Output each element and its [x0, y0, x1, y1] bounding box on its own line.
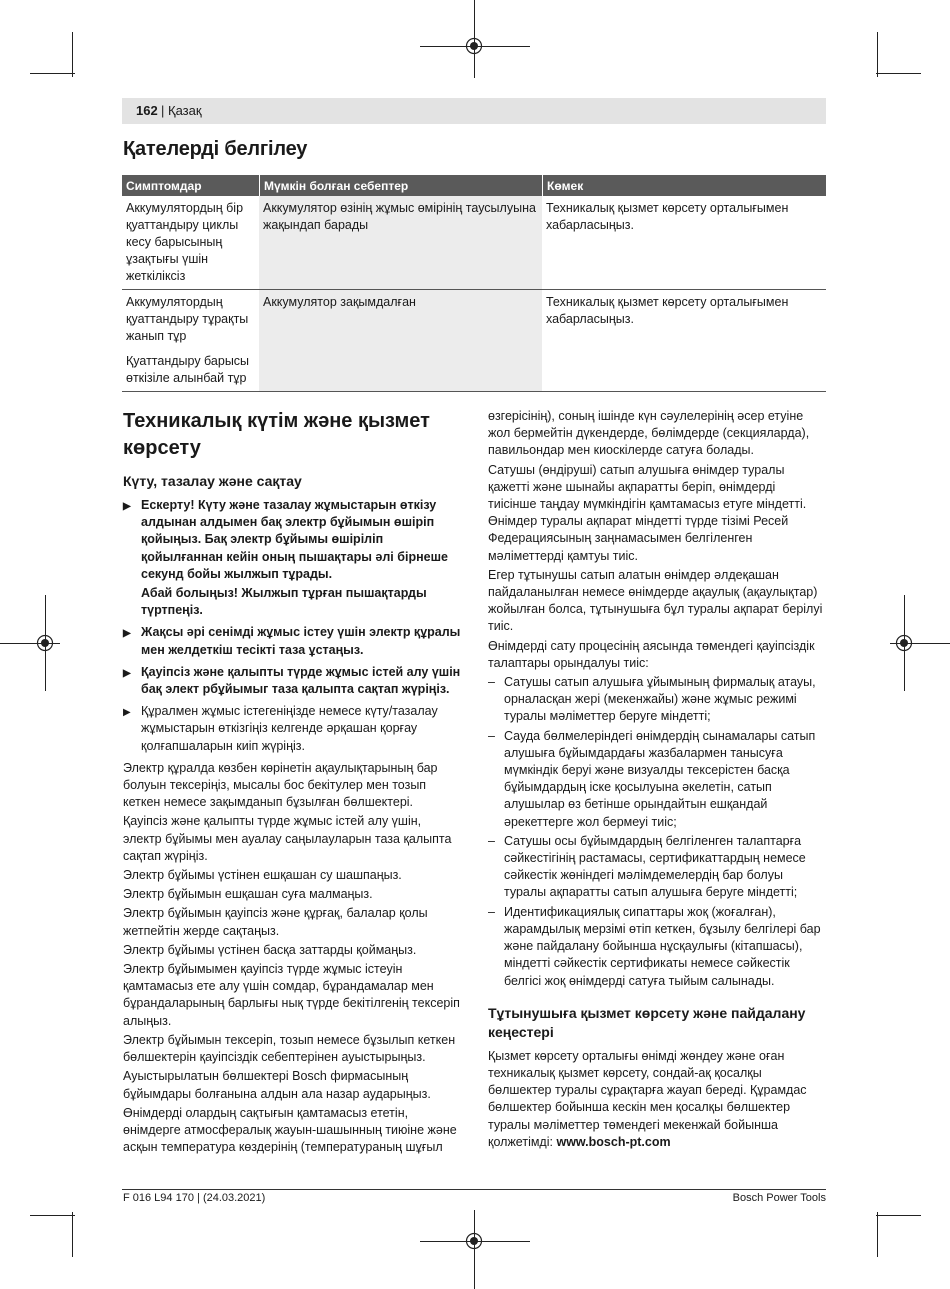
- crop-mark: [30, 1215, 75, 1216]
- cause-cell: Аккумулятор зақымдалған: [259, 290, 542, 391]
- dash-marker: –: [488, 728, 495, 743]
- registration-mark-icon: [895, 634, 913, 652]
- column-header-symptoms: Симптомдар: [126, 178, 202, 193]
- registration-mark-icon: [36, 634, 54, 652]
- dash-text: Сауда бөлмелеріндегі өнімдердің сынамалары сатып алушыға бұйымдардағы жазбалармен танысуға мүмкіндік беруі және визуалды тексерістен басқа бұйымдардың іске қосылуына әкелетін, сатып алушылар өз бетінше орындайтын ешқандай әрекеттерге жол бермеуі тиіс;: [504, 728, 816, 829]
- help-cell: Техникалық қызмет көрсету орталығымен хабарласыңыз.: [546, 201, 789, 232]
- body-paragraph: Өнімдерді олардың сақтығын қамтамасыз ететін, өнімдерге атмосфералық жауын-шашынның тиюіне және асқын температура көздерінің (температураның шұғыл: [123, 1105, 457, 1155]
- crop-mark: [876, 1215, 921, 1216]
- warning-bullet: [123, 497, 461, 621]
- symptom-text: Аккумулятордың бір қуаттандыру циклы кесу барысының ұзақтығы үшін жеткіліксіз: [126, 201, 244, 283]
- bullet-text: Жақсы әрі сенімді жұмыс істеу үшін электр құралы мен желдеткіш тесікті таза ұстаңыз.: [141, 625, 461, 657]
- symptom-text: Қуаттандыру барысы өткізіле алынбай тұр: [126, 354, 250, 385]
- header-separator: |: [161, 103, 165, 118]
- bullet-text: Абай болыңыз! Жылжып тұрған пышақтарды түртпеңіз.: [141, 586, 427, 618]
- body-paragraph: Электр бұйымы үстінен басқа заттарды қоймаңыз.: [123, 942, 417, 957]
- help-cell: Техникалық қызмет көрсету орталығымен хабарласыңыз.: [546, 295, 789, 326]
- care-subtitle: Күту, тазалау және сақтау: [123, 473, 302, 489]
- dash-list-item: [488, 904, 826, 990]
- dash-marker: –: [488, 904, 495, 919]
- bullet-text: Ескерту! Күту және тазалау жұмыстарын өткізу алдынан алдымен бақ электр бұйымын өшіріп қойыңыз. Бақ электр бұйымы өшіріліп қойылғаннан кейін оның пышақтары әлі бірнеше секунд бойы жылжып тұрады.: [141, 498, 448, 581]
- dash-text: Идентификациялық сипаттары жоқ (жоғалған), жарамдылық мерзімі өтіп кеткен, бұзылу белгілері бар және пайдалану бойынша нұсқаулығы (кітапшасы), міндетті сәйкестік сертификаты немесе сәйкестік белгісі жоқ өнімдерді сатуға тыйым салынады.: [504, 904, 821, 988]
- body-paragraph: өзгерісінің), соның ішінде күн сәулелерінің әсер етуіне жол бермейтін дүкендерде, бөлімдерде (секцияларда), павильондар мен киоскілерде сатуға болады.: [488, 409, 810, 458]
- service-title: Тұтынушыға қызмет көрсету және пайдалану кеңестері: [488, 1004, 806, 1040]
- language-label: Қазақ: [168, 103, 202, 118]
- dash-marker: –: [488, 833, 495, 848]
- symptom-cell: [122, 290, 259, 391]
- body-paragraph: Сатушы (өндіруші) сатып алушыға өнімдер туралы қажетті және шынайы ақпаратты беріп, өнімдерді тиісінше таңдау мүмкіндігін қамтамасыз етуге міндетті. Өнімдер туралы ақпарат міндетті түрде тізімі Ресей Федерациясының заңнамасымен белгіленген мәліметтерді қамтуы тиіс.: [488, 462, 807, 563]
- body-paragraph: Егер тұтынушы сатып алатын өнімдер әлдеқашан пайдаланылған немесе өнімдерде ақаулық (ақаулықтар) жойылған болса, тұтынушыға бұл туралы ақпарат берілуі тиіс.: [488, 567, 823, 634]
- dash-list-item: [488, 833, 826, 902]
- body-paragraph: Электр құралда көзбен көрінетін ақаулықтарының бар болуын тексеріңіз, мысалы бос бекітулер мен тозып кеткен немесе зақымданып бұзылған бөлшектері.: [123, 760, 438, 810]
- triangle-arrow-icon: ▶: [123, 667, 131, 679]
- footer-doc-info: [123, 1192, 265, 1204]
- table-header: [122, 175, 826, 196]
- crop-mark: [877, 32, 878, 77]
- maintenance-title: Техникалық күтім және қызмет көрсету: [123, 410, 430, 459]
- body-paragraph: Электр бұйымын ешқашан суға малмаңыз.: [123, 887, 373, 902]
- crop-mark: [877, 1212, 878, 1257]
- bullet-text: Құралмен жұмыс істегеніңізде немесе күту/тазалау жұмыстарын өткізгіңіз келгенде әрқашан қорғау қолғапшаларын киіп жүріңіз.: [141, 704, 438, 753]
- footer-separator: |: [197, 1192, 200, 1204]
- symptom-cell: [122, 196, 259, 289]
- left-column: [123, 408, 461, 1158]
- column-header-help: Көмек: [542, 175, 826, 196]
- dash-text: Сатушы осы бұйымдардың белгіленген талаптарға сәйкестігінің растамасы, сертификаттардың немесе сәйкестік жөніндегі мәлімдемелердің бар болуы туралы ақпаратты сатып алушыға беруге міндетті;: [504, 833, 806, 900]
- body-paragraph: Өнімдерді сату процесінің аясында төмендегі қауіпсіздік талаптары орындалуы тиіс:: [488, 638, 815, 670]
- service-paragraph: [488, 1048, 826, 1151]
- service-text: Қызмет көрсету орталығы өнімді жөндеу және оған техникалық қызмет көрсету, сондай-ақ қосалқы бөлшектер туралы сұрақтарға жауап береді. Құрамдас бөлшектер бойынша кескін мен қосалқы бөлшектер туралы мәліметтер төмендегі мекенжай бойынша қолжетімді:: [488, 1048, 807, 1149]
- instruction-bullet: [123, 664, 461, 700]
- body-paragraph: Электр бұйымын қауіпсіз және құрғақ, балалар қолы жетпейтін жерде сақтаңыз.: [123, 906, 428, 938]
- dash-marker: –: [488, 675, 495, 690]
- footer-divider: [122, 1189, 826, 1190]
- instruction-bullet: [123, 624, 461, 660]
- dash-text: Сатушы сатып алушыға ұйымының фирмалық атауы, орналасқан жері (мекенжайы) және жұмыс режимі туралы мәліметтер беруге міндетті;: [504, 675, 816, 724]
- crop-mark: [876, 73, 921, 74]
- triangle-arrow-icon: ▶: [123, 628, 131, 640]
- symptom-text: Аккумулятордың қуаттандыру тұрақты жанып тұр: [126, 295, 249, 343]
- registration-mark-icon: [465, 37, 483, 55]
- page-number: 162: [136, 103, 158, 118]
- right-column: [488, 408, 826, 1153]
- body-paragraph: Электр бұйымымен қауіпсіз түрде жұмыс істеуін қамтамасыз ете алу үшін сомдар, бұрандамалар мен бұрандаларының барлығы нық түрде бекітілгенің тексеріп алыңыз.: [123, 962, 460, 1028]
- triangle-arrow-icon: ▶: [123, 707, 131, 719]
- triangle-arrow-icon: ▶: [123, 501, 131, 512]
- bullet-text: Қауіпсіз және қалыпты түрде жұмыс істей алу үшін бақ элект рбұйымыг таза қалыпта сақтап жүріңіз.: [141, 664, 461, 697]
- table-row: [122, 290, 826, 392]
- footer-brand: Bosch Power Tools: [732, 1192, 826, 1204]
- body-paragraph: Қауіпсіз және қалыпты түрде жұмыс істей алу үшін, электр бұйымы мен ауалау саңылауларын таза қалыпта сақтап жүріңіз.: [123, 814, 452, 863]
- dash-list-item: [488, 728, 826, 831]
- doc-date: (24.03.2021): [202, 1192, 266, 1204]
- crop-mark: [72, 1212, 73, 1257]
- instruction-bullet: [123, 703, 461, 757]
- crop-mark: [72, 32, 73, 77]
- troubleshooting-table: [122, 175, 826, 392]
- section-title: Қателерді белгілеу: [123, 138, 308, 160]
- body-paragraph: Электр бұйымы үстінен ешқашан су шашпаңыз.: [123, 868, 402, 883]
- cause-cell: Аккумулятор өзінің жұмыс өмірінің таусылуына жақындап барады: [259, 196, 542, 289]
- doc-code: F 016 L94 170: [123, 1192, 194, 1204]
- dash-list-item: [488, 674, 826, 726]
- header-band: [122, 98, 826, 124]
- crop-mark: [30, 73, 75, 74]
- body-paragraph: Ауыстырылатын бөлшектері Bosch фирмасының бұйымдары болғанына алдын ала назар аударыңыз.: [123, 1069, 431, 1101]
- service-url-link[interactable]: www.bosch-pt.com: [556, 1134, 671, 1149]
- column-header-causes: Мүмкін болған себептер: [259, 175, 542, 196]
- table-row: [122, 196, 826, 290]
- body-paragraph: Электр бұйымын тексеріп, тозып немесе бұзылып кеткен бөлшектерін қауіпсіздік себептерінен ауыстырыңыз.: [123, 1032, 456, 1065]
- registration-mark-icon: [465, 1232, 483, 1250]
